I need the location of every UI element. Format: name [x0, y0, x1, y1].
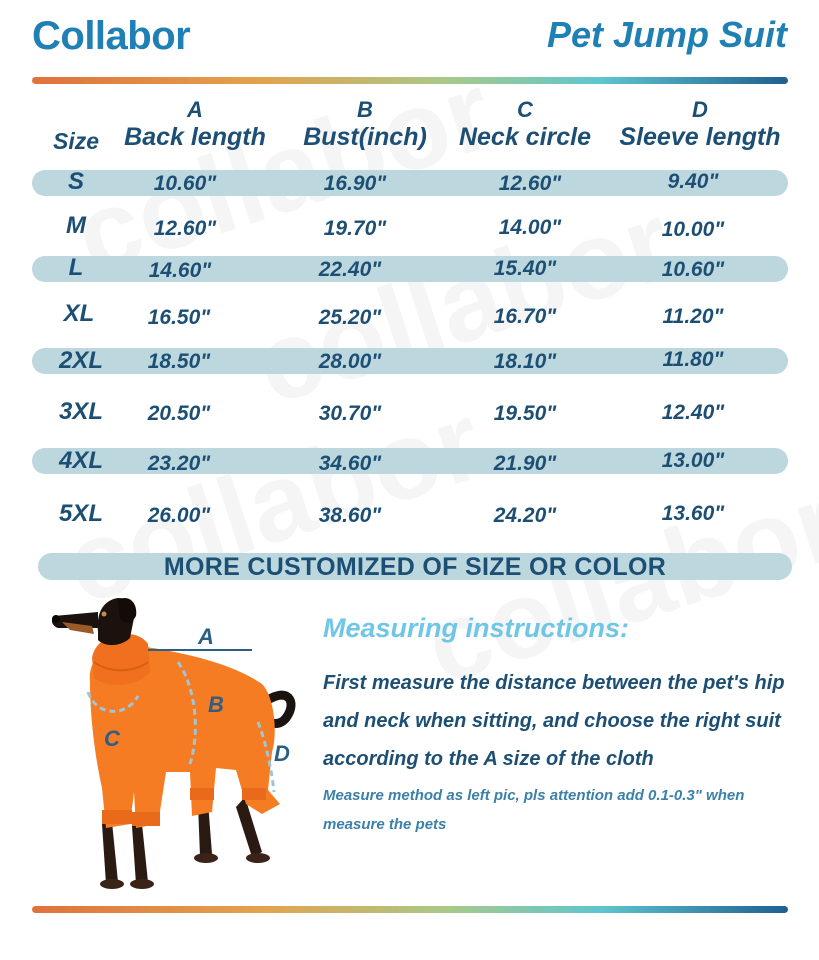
size-cell: M — [66, 212, 86, 239]
sleeve-cell: 13.00" — [661, 449, 725, 472]
measuring-instructions: First measure the distance between the pet's hip and neck when sitting, and choose the right suit according to the A size of the cloth — [323, 672, 785, 770]
brand-logo: Collabor — [32, 14, 191, 58]
table-row — [0, 500, 819, 530]
bust-cell: 30.70" — [318, 402, 382, 425]
back-length-cell: 18.50" — [147, 350, 211, 373]
bust-cell: 22.40" — [318, 258, 382, 281]
column-letter: C — [517, 97, 533, 122]
back-length-cell: 12.60" — [153, 217, 217, 240]
back-length-cell: 20.50" — [147, 402, 211, 425]
back-length-cell: 10.60" — [153, 172, 217, 195]
column-header-a — [120, 97, 270, 151]
measure-label-b: B — [208, 692, 224, 717]
column-name: Back length — [124, 123, 266, 151]
column-name: Sleeve length — [619, 123, 781, 151]
product-title: Pet Jump Suit — [546, 14, 787, 55]
size-column-header: Size — [52, 128, 100, 154]
neck-cell: 19.50" — [493, 402, 557, 425]
measuring-title: Measuring instructions: — [323, 613, 630, 643]
bust-cell: 19.70" — [323, 217, 387, 240]
column-header-c — [450, 97, 600, 151]
measure-label-a: A — [198, 624, 214, 649]
column-header-b — [290, 97, 440, 151]
bust-cell: 16.90" — [323, 172, 387, 195]
column-name: Neck circle — [458, 123, 592, 151]
size-cell: L — [68, 254, 84, 281]
size-cell: 2XL — [58, 347, 103, 374]
sleeve-cell: 9.40" — [667, 170, 719, 193]
bottom-gradient-divider — [32, 906, 788, 913]
table-row — [0, 212, 819, 242]
table-row — [0, 254, 819, 284]
table-row — [0, 168, 819, 198]
size-cell: XL — [63, 300, 95, 327]
column-name: Bust(inch) — [303, 123, 427, 151]
neck-cell: 14.00" — [498, 216, 562, 239]
measuring-note: Measure method as left pic, pls attention add 0.1-0.3" when measure the pets — [323, 787, 745, 833]
neck-cell: 21.90" — [493, 452, 557, 475]
measure-label-c: C — [104, 726, 120, 751]
column-letter: A — [187, 97, 203, 122]
neck-cell: 18.10" — [493, 350, 557, 373]
table-row — [0, 346, 819, 376]
column-letter: B — [357, 97, 373, 122]
table-row — [0, 398, 819, 428]
sleeve-cell: 10.60" — [661, 258, 725, 281]
sleeve-cell: 13.60" — [661, 502, 725, 525]
table-row — [0, 446, 819, 476]
size-cell: S — [67, 168, 84, 195]
sleeve-cell: 11.20" — [662, 305, 724, 328]
neck-cell: 16.70" — [493, 305, 557, 328]
sleeve-cell: 11.80" — [662, 348, 724, 371]
bust-cell: 34.60" — [318, 452, 382, 475]
bust-cell: 28.00" — [318, 350, 382, 373]
neck-cell: 15.40" — [493, 257, 557, 280]
column-header-d — [615, 97, 785, 151]
back-length-cell: 16.50" — [147, 306, 211, 329]
bust-cell: 25.20" — [318, 306, 382, 329]
table-row — [0, 300, 819, 330]
measure-label-d: D — [274, 741, 290, 766]
dog-in-suit-illustration — [40, 592, 310, 892]
size-cell: 5XL — [58, 500, 103, 527]
sleeve-cell: 12.40" — [661, 401, 725, 424]
customize-banner: MORE CUSTOMIZED OF SIZE OR COLOR — [38, 553, 792, 580]
sleeve-cell: 10.00" — [661, 218, 725, 241]
bust-cell: 38.60" — [318, 504, 382, 527]
size-cell: 3XL — [58, 398, 103, 425]
column-letter: D — [692, 97, 708, 122]
back-length-cell: 26.00" — [147, 504, 211, 527]
back-length-cell: 14.60" — [148, 259, 212, 282]
size-cell: 4XL — [58, 447, 103, 474]
neck-cell: 24.20" — [493, 504, 557, 527]
neck-cell: 12.60" — [498, 172, 562, 195]
back-length-cell: 23.20" — [147, 452, 211, 475]
